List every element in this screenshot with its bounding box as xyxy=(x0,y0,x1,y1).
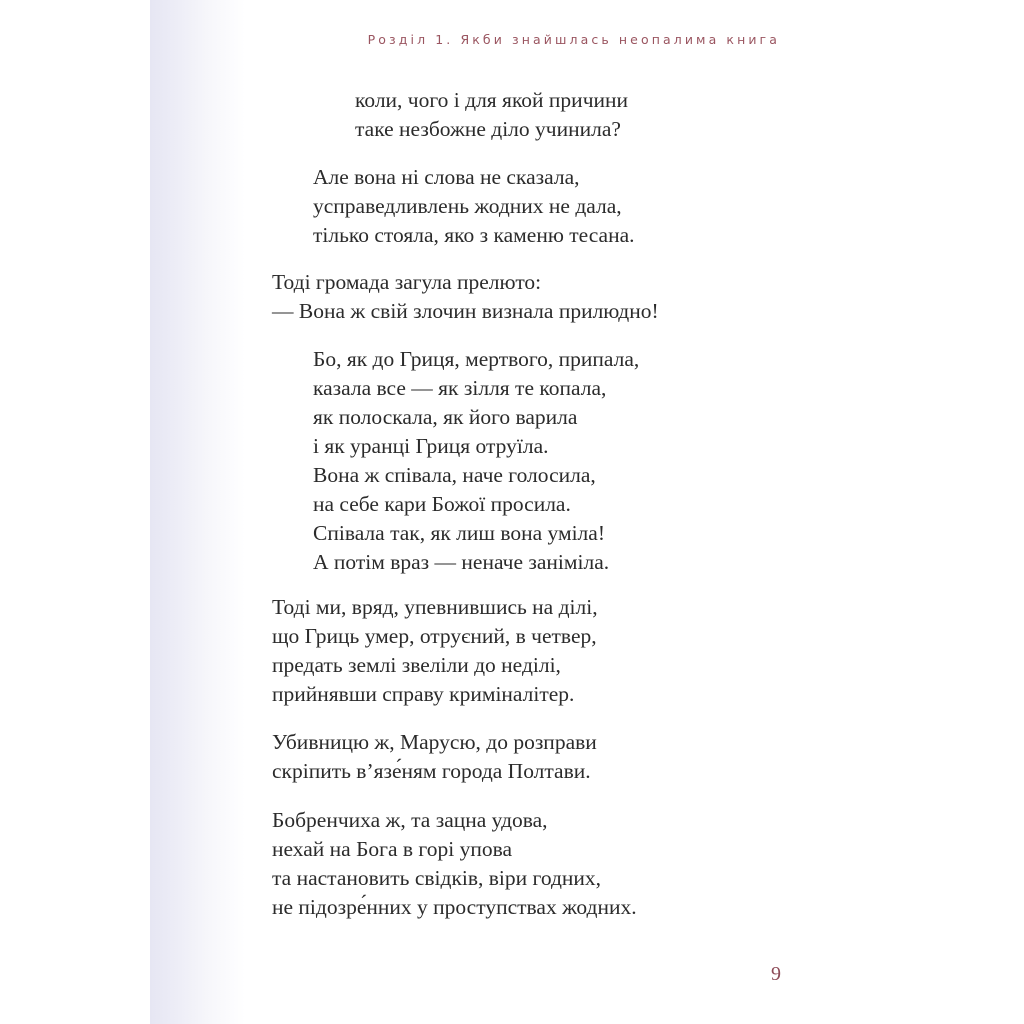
poem-line: прийнявши справу криміналітер. xyxy=(272,682,575,706)
poem-line: Убивницю ж, Марусю, до розправи xyxy=(272,730,597,754)
poem-line: казала все — як зілля те копала, xyxy=(313,376,607,400)
poem-line: А потім враз — неначе заніміла. xyxy=(313,550,610,574)
poem-line: та настановить свідків, віри годних, xyxy=(272,866,602,890)
poem-line: Вона ж співала, наче голосила, xyxy=(313,463,596,487)
stanza-4 xyxy=(313,345,639,577)
poem-line: Тоді громада загула прелюто: xyxy=(272,270,542,294)
stanza-2 xyxy=(313,163,635,250)
poem-line: як полоскала, як його варила xyxy=(313,405,578,429)
poem-line: і як уранці Гриця отруїла. xyxy=(313,434,549,458)
poem-line: не підозре́нних у проступствах жодних. xyxy=(272,895,637,919)
poem-line: Бобренчиха ж, та зацна удова, xyxy=(272,808,548,832)
page-number: 9 xyxy=(771,963,781,985)
stanza-3 xyxy=(272,268,659,326)
poem-line: предать землі звеліли до неділі, xyxy=(272,653,561,677)
poem-line: що Гриць умер, отруєний, в четвер, xyxy=(272,624,597,648)
poem-line: таке незбожне діло учинила? xyxy=(355,117,621,141)
poem-line: скріпить в’язе́ням города Полтави. xyxy=(272,759,591,783)
running-head: Розділ 1. Якби знайшлась неопалима книга xyxy=(367,32,780,47)
stanza-7 xyxy=(272,806,637,922)
poem-line: на себе кари Божої просила. xyxy=(313,492,571,516)
poem-line: Тоді ми, вряд, упевнившись на ділі, xyxy=(272,595,598,619)
poem-line: — Вона ж свій злочин визнала прилюдно! xyxy=(272,299,659,323)
poem-line: усправедливлень жодних не дала, xyxy=(313,194,622,218)
poem-line: Бо, як до Гриця, мертвого, припала, xyxy=(313,347,640,371)
poem-line: Співала так, як лиш вона уміла! xyxy=(313,521,605,545)
stanza-5 xyxy=(272,593,598,709)
stanza-1 xyxy=(355,86,628,144)
poem-line: коли, чого і для якой причини xyxy=(355,88,629,112)
stanza-6 xyxy=(272,728,597,786)
poem-line: Але вона ні слова не сказала, xyxy=(313,165,580,189)
poem-line: тілько стояла, яко з каменю тесана. xyxy=(313,223,635,247)
poem-line: нехай на Бога в горі упова xyxy=(272,837,512,861)
